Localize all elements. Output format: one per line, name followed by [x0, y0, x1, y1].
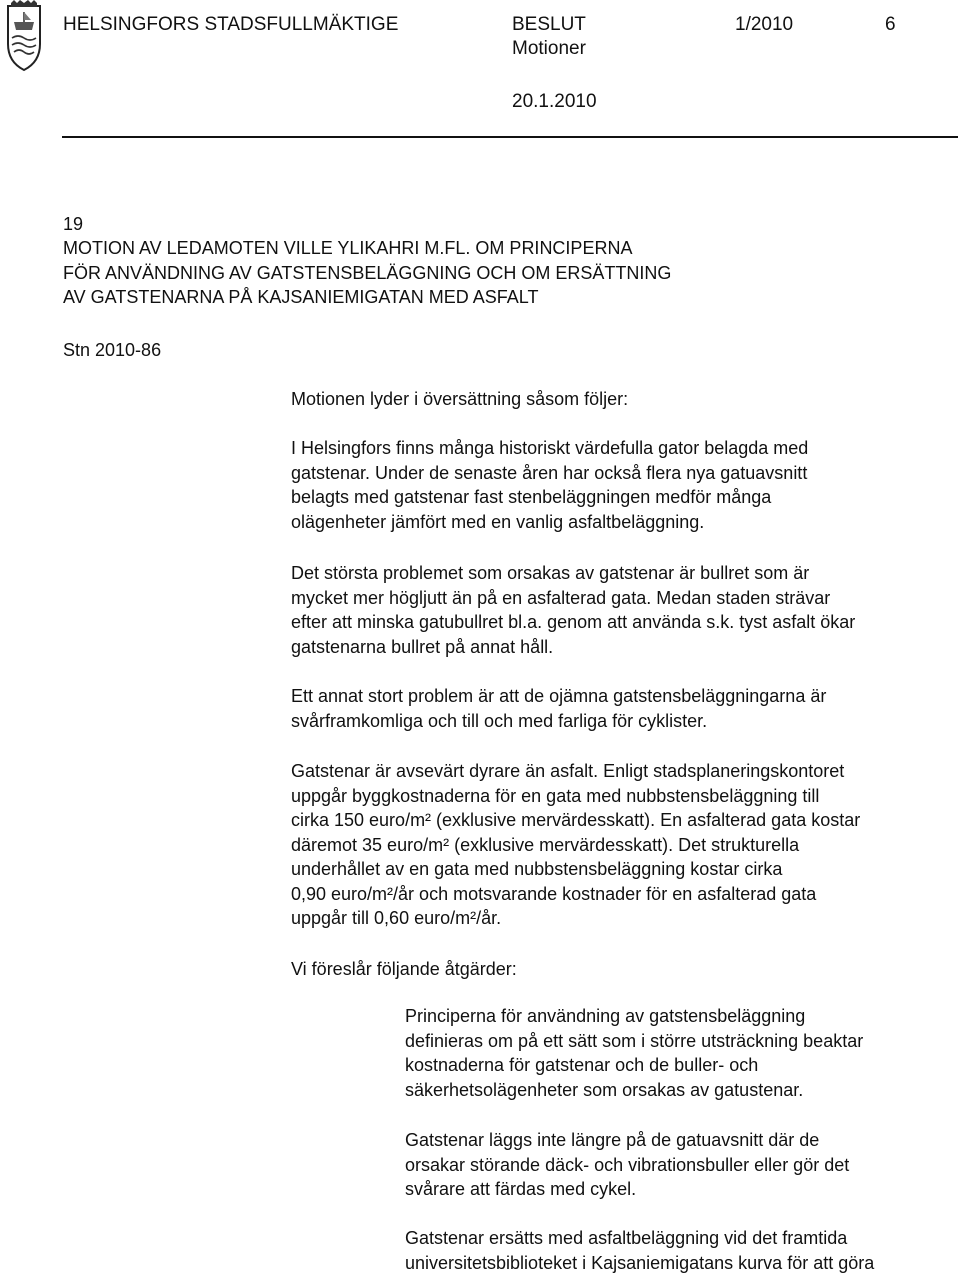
header-organization: HELSINGFORS STADSFULLMÄKTIGE [63, 14, 399, 35]
header-page-number: 6 [885, 14, 896, 35]
paragraph-line: gatstenar. Under de senaste åren har också flera nya gatuavsnitt [291, 462, 808, 483]
paragraph-line: svårframkomliga och till och med farliga för cyklister. [291, 710, 708, 731]
motion-title-line: MOTION AV LEDAMOTEN VILLE YLIKAHRI M.FL. OM PRINCIPERNA [63, 238, 633, 258]
paragraph-line: uppgår till 0,60 euro/m²/år. [291, 908, 502, 928]
header-document-type: BESLUT [512, 14, 586, 35]
proposal-line: universitetsbiblioteket i Kajsaniemigatans kurva för att göra [405, 1252, 875, 1273]
paragraph-line: gatstenarna bullret på annat håll. [291, 636, 554, 657]
paragraph-line: belagts med gatstenar fast stenbeläggningen medför många [291, 487, 772, 507]
paragraph-line: cirka 150 euro/m² (exklusive mervärdesskatt). En asfalterad gata kostar [291, 810, 861, 830]
paragraph-line: underhållet av en gata med nubbstensbeläggning kostar cirka [291, 859, 783, 879]
header-section: Motioner [512, 38, 586, 59]
intro-text: Motionen lyder i översättning såsom följer: [291, 389, 629, 409]
proposal-item [405, 1004, 863, 1102]
proposal-line: kostnaderna för gatstenar och de buller- och [405, 1055, 759, 1075]
motion-title-line: AV GATSTENARNA PÅ KAJSANIEMIGATAN MED ASFALT [63, 287, 539, 307]
paragraph-line: uppgår byggkostnaderna för en gata med nubbstensbeläggning till [291, 785, 820, 806]
paragraph-line: 0,90 euro/m²/år och motsvarande kostnader för en asfalterad gata [291, 883, 817, 904]
proposal-item [405, 1226, 874, 1275]
paragraph-line: efter att minska gatubullret bl.a. genom att använda s.k. tyst asfalt ökar [291, 612, 856, 632]
paragraph [291, 436, 808, 534]
proposal-line: Principerna för användning av gatstensbeläggning [405, 1006, 806, 1026]
paragraph-line: I Helsingfors finns många historiskt värdefulla gator belagda med [291, 438, 809, 458]
paragraph-line: mycket mer högljutt än på en asfalterad gata. Medan staden strävar [291, 587, 831, 608]
proposal-line: Gatstenar ersätts med asfaltbeläggning vid det framtida [405, 1228, 848, 1248]
header-document-number: 1/2010 [735, 14, 794, 35]
paragraph-line: Det största problemet som orsakas av gatstenar är bullret som är [291, 563, 810, 583]
motion-title [63, 236, 671, 310]
proposal-line: orsakar störande däck- och vibrationsbuller eller gör det [405, 1154, 850, 1175]
motion-title-line: FÖR ANVÄNDNING AV GATSTENSBELÄGGNING OCH OM ERSÄTTNING [63, 262, 672, 283]
paragraph-line: Ett annat stort problem är att de ojämna gatstensbeläggningarna är [291, 686, 827, 706]
item-number: 19 [63, 214, 84, 234]
paragraph [291, 684, 826, 733]
city-coat-of-arms-logo [2, 0, 46, 72]
proposal-intro: Vi föreslår följande åtgärder: [291, 959, 517, 979]
header-divider [62, 136, 958, 138]
header-date: 20.1.2010 [512, 91, 597, 112]
paragraph-line: olägenheter jämfört med en vanlig asfaltbeläggning. [291, 511, 705, 532]
paragraph [291, 561, 855, 659]
proposal-line: säkerhetsolägenheter som orsakas av gatustenar. [405, 1079, 804, 1100]
proposal-line: definieras om på ett sätt som i större utsträckning beaktar [405, 1030, 864, 1051]
proposal-item [405, 1128, 849, 1202]
paragraph-line: Gatstenar är avsevärt dyrare än asfalt. Enligt stadsplaneringskontoret [291, 761, 845, 781]
paragraph-line: däremot 35 euro/m² (exklusive mervärdesskatt). Det strukturella [291, 834, 800, 855]
proposal-line: Gatstenar läggs inte längre på de gatuavsnitt där de [405, 1130, 820, 1150]
reference-number: Stn 2010-86 [63, 340, 162, 360]
paragraph [291, 759, 860, 931]
proposal-line: svårare att färdas med cykel. [405, 1179, 637, 1199]
